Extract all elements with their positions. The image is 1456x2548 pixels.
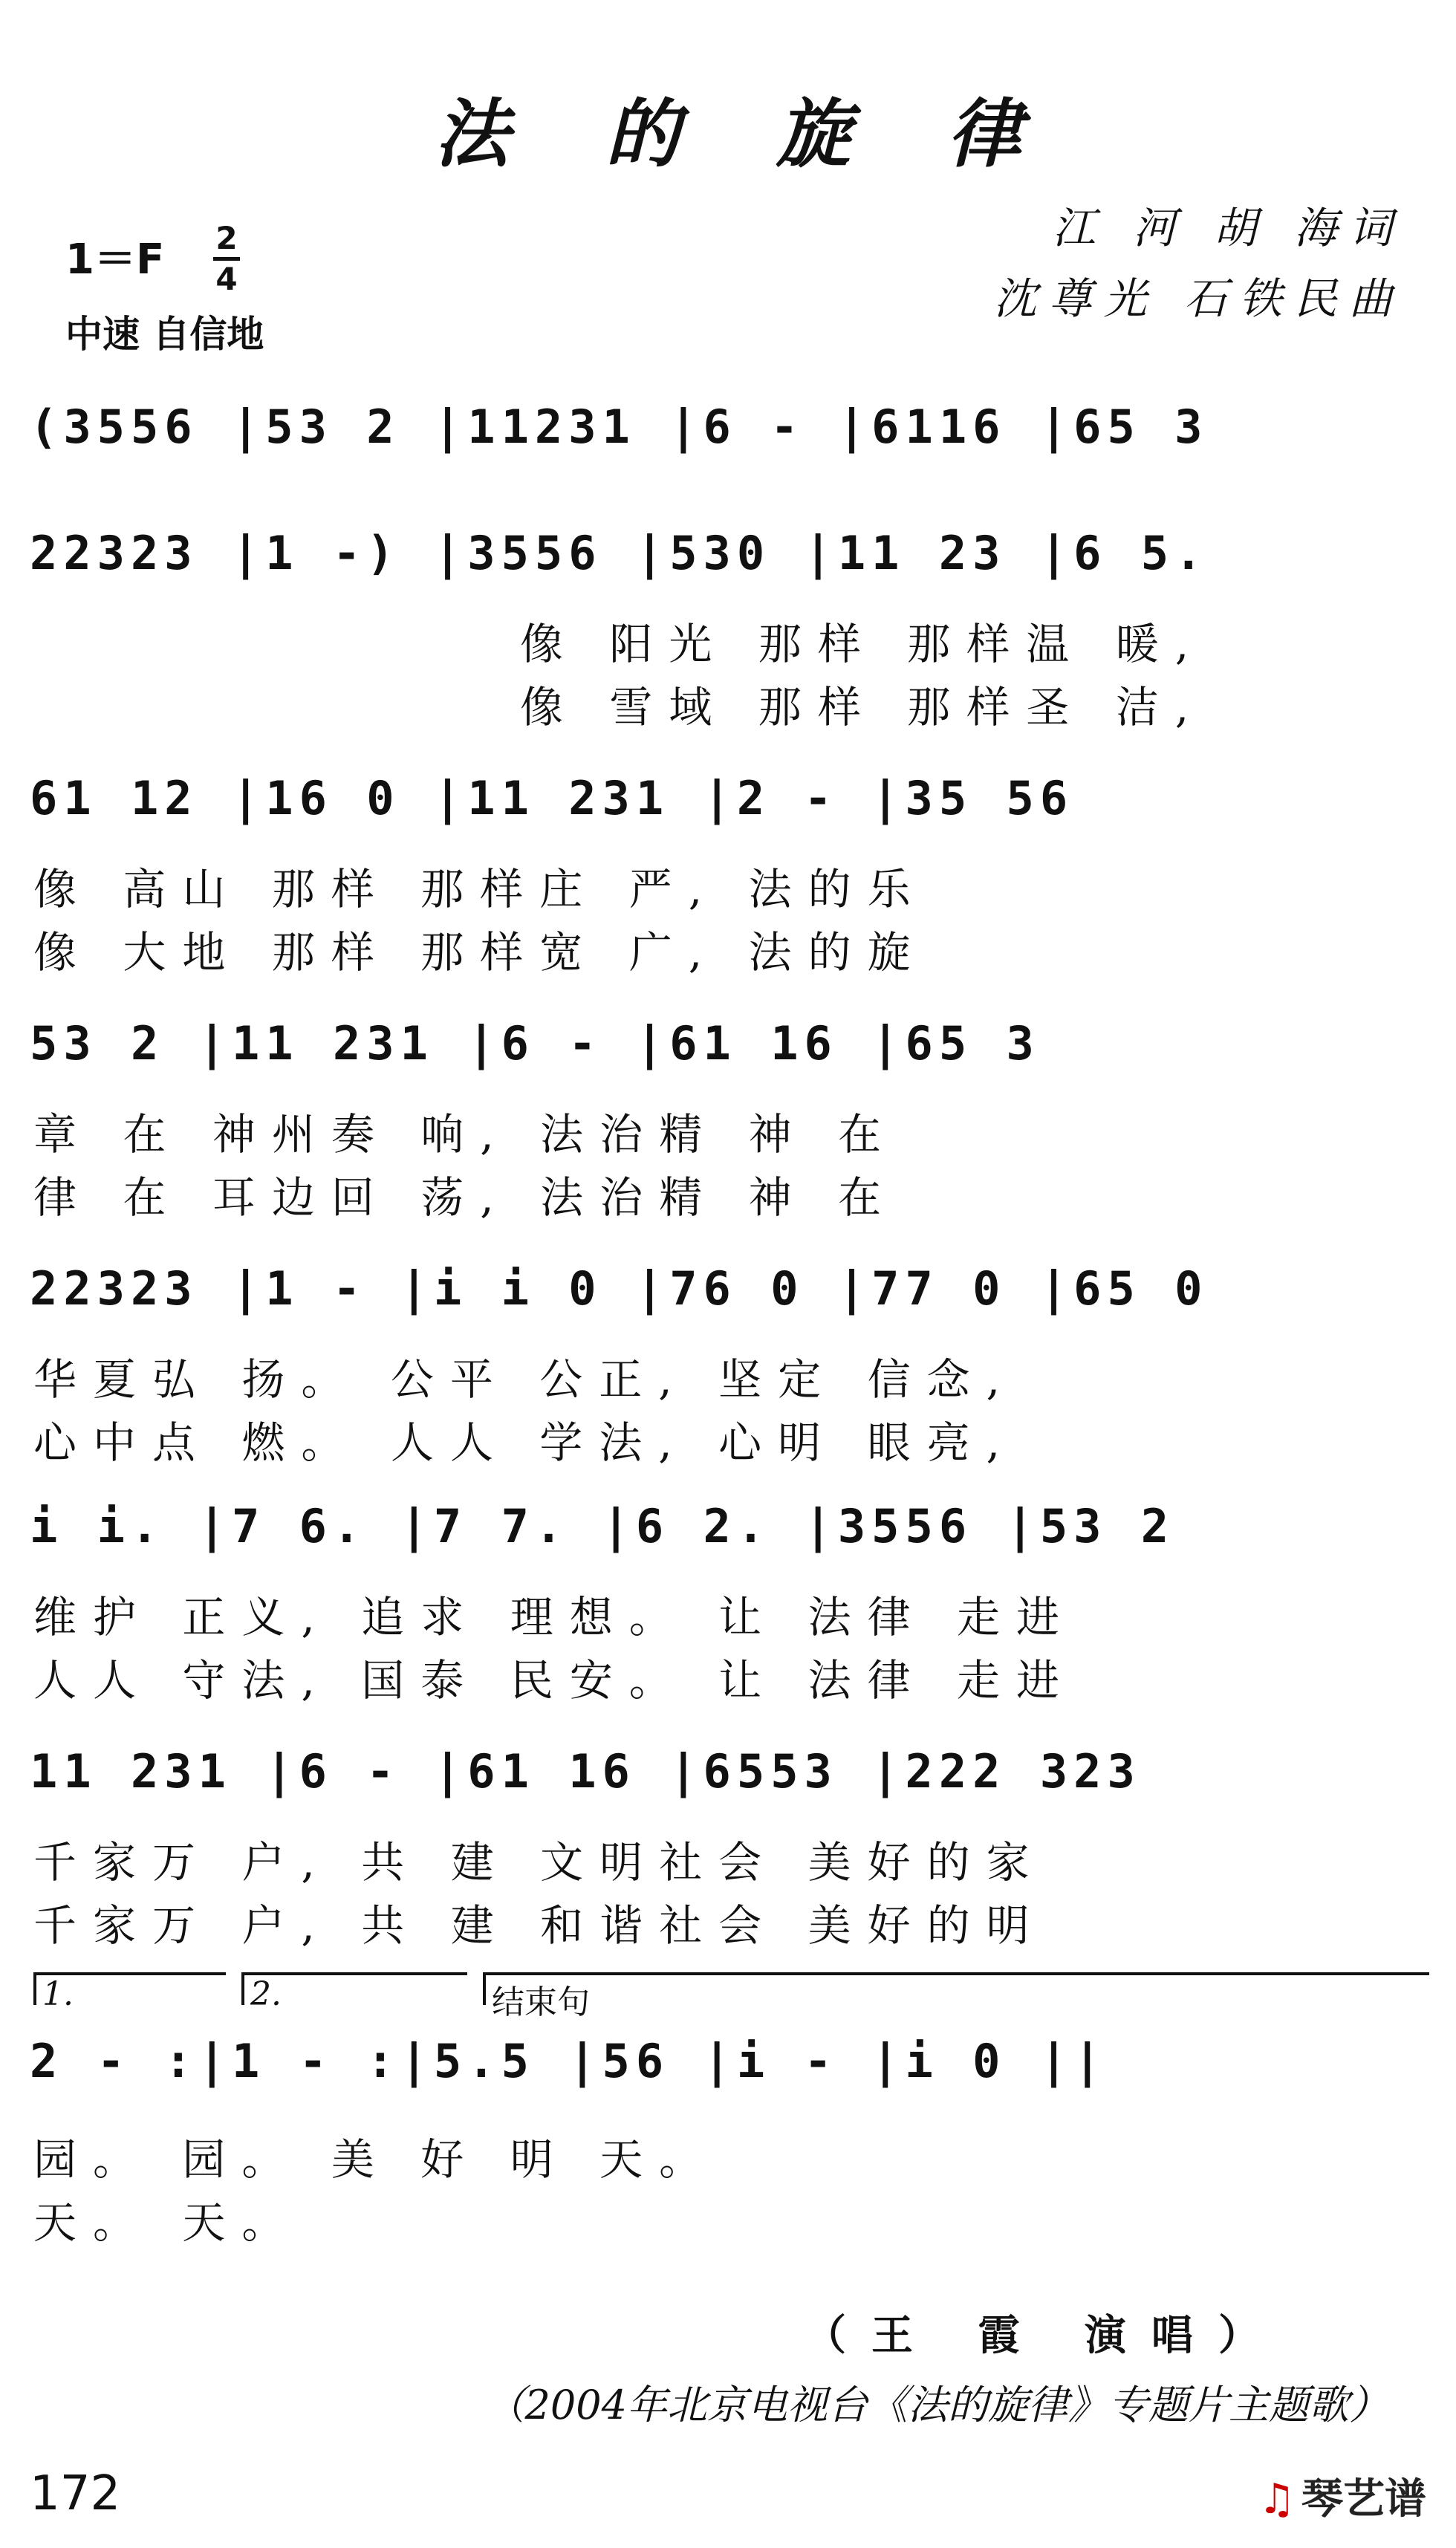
notation-line: 2 - :|1 - :|5.5 |56 |i - |i 0 ||	[30, 2034, 1108, 2088]
time-denominator: 4	[215, 261, 238, 297]
coda-label: 结束句	[492, 1983, 590, 2021]
lyric-verse-1: 维护 正义, 追求 理想。 让 法律 走进	[33, 1592, 1076, 1642]
score-row-3	[30, 758, 1434, 839]
score-row-1	[30, 386, 1434, 468]
lyricist-credit: 江 河 胡 海词	[1052, 203, 1404, 253]
logo-text: 琴艺谱	[1301, 2475, 1426, 2523]
notation-line: 22323 |1 - |i i 0 |76 0 |77 0 |65 0	[30, 1261, 1209, 1316]
notation-line: 61 12 |16 0 |11 231 |2 - |35 56	[30, 771, 1074, 825]
lyric-verse-1: 像 高山 那样 那样庄 严, 法的乐	[33, 864, 927, 914]
score-row-8	[30, 2021, 1434, 2102]
lyric-verse-2: 天。 天。	[33, 2197, 302, 2248]
notation-line: i i. |7 6. |7 7. |6 2. |3556 |53 2	[30, 1499, 1175, 1553]
lyric-verse-2: 像 雪域 那样 那样圣 洁,	[520, 682, 1206, 732]
lyric-verse-1: 像 阳光 那样 那样温 暖,	[520, 619, 1206, 669]
song-title: 法的旋律	[435, 90, 1118, 178]
lyric-verse-2: 像 大地 那样 那样宽 广, 法的旋	[33, 927, 927, 978]
key-signature: 1＝F	[65, 235, 165, 284]
page-number: 172	[30, 2466, 121, 2521]
notation-line: 11 231 |6 - |61 16 |6553 |222 323	[30, 1744, 1141, 1798]
first-ending-label: 1.	[42, 1975, 74, 2013]
first-ending-bracket	[33, 1972, 226, 2013]
lyric-verse-1: 章 在 神州奏 响, 法治精 神 在	[33, 1109, 898, 1160]
notation-line: 53 2 |11 231 |6 - |61 16 |65 3	[30, 1016, 1040, 1070]
tempo-marking: 中速 自信地	[65, 313, 264, 356]
lyric-verse-1: 千家万 户, 共 建 文明社会 美好的家	[33, 1837, 1046, 1888]
notation-line: (3556 |53 2 |11231 |6 - |6116 |65 3	[30, 400, 1209, 454]
lyric-verse-2: 心中点 燃。 人人 学法, 心明 眼亮,	[33, 1417, 1017, 1468]
notation-line: 22323 |1 -) |3556 |530 |11 23 |6 5.	[30, 526, 1209, 580]
lyric-verse-2: 人人 守法, 国泰 民安。 让 法律 走进	[33, 1655, 1076, 1706]
time-signature	[212, 221, 241, 296]
composer-credit: 沈尊光 石铁民曲	[993, 273, 1404, 324]
score-row-4	[30, 1003, 1434, 1085]
score-row-2	[30, 513, 1434, 594]
second-ending-label: 2.	[250, 1975, 282, 2013]
time-numerator: 2	[215, 220, 238, 256]
second-ending-bracket	[241, 1972, 467, 2013]
lyric-verse-1: 园。 园。 美 好 明 天。	[33, 2134, 719, 2185]
score-row-5	[30, 1248, 1434, 1330]
lyric-verse-2: 律 在 耳边回 荡, 法治精 神 在	[33, 1172, 898, 1223]
site-logo	[1258, 2466, 1426, 2526]
coda-bracket	[483, 1972, 1429, 2021]
source-note: （2004年北京电视台《法的旋律》专题片主题歌）	[484, 2382, 1389, 2428]
score-row-6	[30, 1486, 1434, 1567]
score-row-7	[30, 1731, 1434, 1813]
singer-credit: （王 霞 演唱）	[805, 2312, 1285, 2360]
piano-logo-icon: ♫	[1258, 2475, 1296, 2523]
lyric-verse-2: 千家万 户, 共 建 和谐社会 美好的明	[33, 1900, 1046, 1951]
lyric-verse-1: 华夏弘 扬。 公平 公正, 坚定 信念,	[33, 1354, 1017, 1405]
